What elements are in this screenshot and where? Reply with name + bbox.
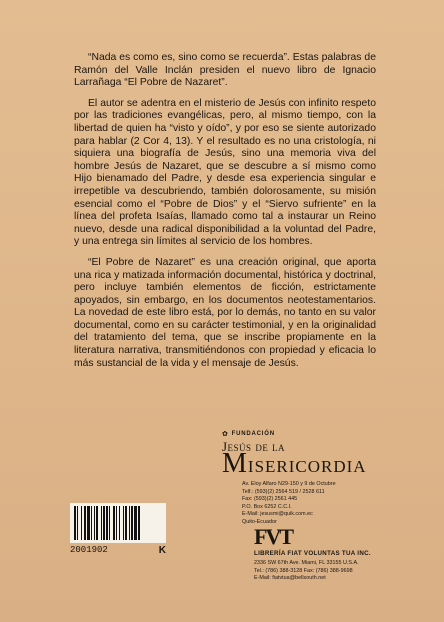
publisher-logo: FVT [254,524,292,549]
publisher-address [254,560,371,583]
foundation-address-line: Fax: (593)(2) 2561 445 [242,496,298,503]
publisher-block [254,526,371,583]
foundation-address-line: Quito-Ecuador [242,518,277,525]
publisher-address-line: 2336 SW 67th Ave. Miami, FL 33155 U.S.A. [254,560,359,566]
foundation-block [222,430,372,527]
paragraph-1: “Nada es como es, sino como se recuerda”. Estas palabras de Ramón del Valle Inclán presiden el nuevo libro de Ignacio Larrañaga “El Pobre de Nazaret”. [74,52,376,89]
foundation-name-line1: Jesús de la [222,439,286,454]
publisher-name: LIBRERÍA FIAT VOLUNTAS TUA INC. [254,550,371,557]
foundation-address-line: E-Mail: jesusmi@quik.com.ec [242,511,313,518]
barcode-number-row [70,545,166,556]
publisher-address-line: Tel.: (786) 388-3128 Fax: (786) 388-9698 [254,567,353,574]
publisher-address-line: E-Mail: fiatvtua@bellsouth.net [254,575,326,582]
foundation-label [222,430,372,438]
barcode [70,503,166,543]
foundation-label-text: FUNDACIÓN [231,431,275,437]
barcode-suffix: K [158,545,166,556]
blurb-text [74,52,376,378]
foundation-address [242,481,372,527]
barcode-number: 2001902 [70,545,108,555]
foundation-name-rest: ISERICORDIA [247,457,367,476]
paragraph-3: “El Pobre de Nazaret” es una creación original, que aporta una rica y matizada información documental, histórica y doctrinal, pero incluye también elementos de ficción, estrictamente apoyados, sin embargo, en los documentos neotestamentarios. La novedad de este libro está, por lo demás, no tanto en su valor documental, como en su carácter testimonial, y en la originalidad del tratamiento del tema, que se inscribe propiamente en la literatura narrativa, transmitiéndonos con propiedad y eficacia lo más sustancial de la vida y el mensaje de Jesús. [74,256,376,369]
paragraph-2: El autor se adentra en el misterio de Jesús con infinito respeto por las tradiciones evangélicas, pero, al mismo tiempo, con la libertad de quien ha “visto y oído”, y por eso se siente autorizado para hablar (2 Cor 4, 13). Y el resultado es no una cristología, ni siquiera una biografía de Jesús, sino una memoria viva del hombre Jesús de Nazaret, que se descubre a sí mismo como Hijo bienamado del Padre, y desde esa experiencia singular e irrepetible va descubriendo, también dolorosamente, su misión esencial como el “Pobre de Dios” y el “Siervo sufriente” en la línea del profeta Isaías, llamado como tal a instaurar un Reino nuevo, desde una radical disponibilidad a la voluntad del Padre, y una entrega sin límites al servicio de los hombres. [74,97,376,248]
foundation-address-line: Telf.: (593)(2) 2564 519 / 2528 611 [242,488,325,495]
foundation-address-line: P.O. Box 6252 C.C.I. [242,503,292,510]
foundation-mark-icon: ✿ [222,431,229,438]
foundation-name-initial: M [222,448,248,479]
foundation-name-line2 [222,448,372,479]
barcode-bars [70,503,166,543]
foundation-address-line: Av. Eloy Alfaro N29-150 y 9 de Octubre [242,481,336,487]
